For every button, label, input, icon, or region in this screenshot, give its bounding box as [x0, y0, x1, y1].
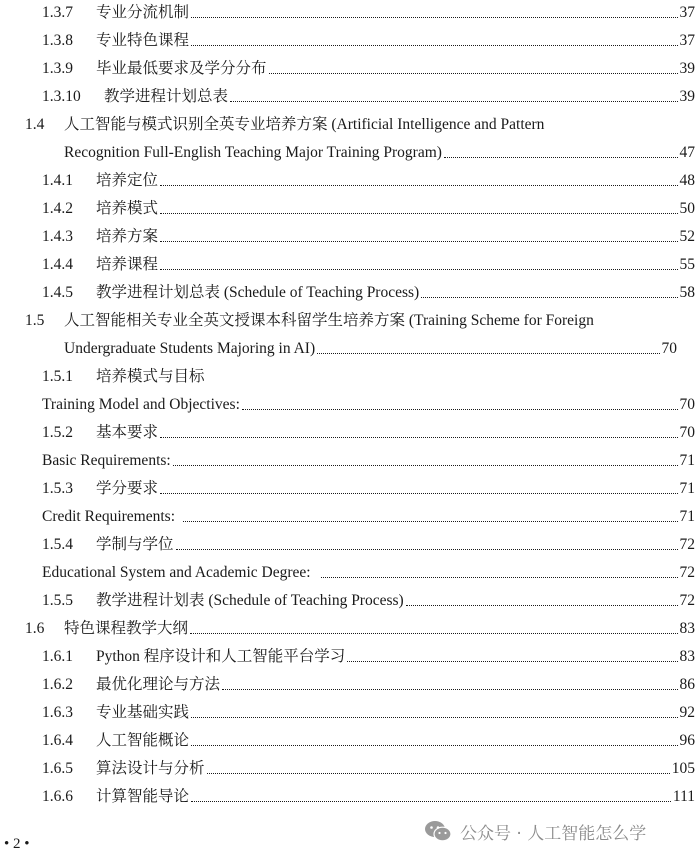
toc-entry-subtitle[interactable]: [0, 442, 695, 470]
toc-entry[interactable]: [0, 274, 695, 302]
toc-entry[interactable]: [0, 470, 695, 498]
dot-leader: [191, 717, 677, 718]
toc-entry-page: 72: [679, 592, 695, 609]
toc-entry-page: 37: [679, 4, 695, 21]
toc-entry-page: 83: [679, 648, 695, 665]
toc-entry-number: 1.6.4: [42, 732, 73, 749]
toc-entry-page: 105: [671, 760, 695, 777]
toc-entry-section[interactable]: [0, 106, 695, 134]
toc-entry-page: 52: [679, 228, 695, 245]
toc-entry[interactable]: [0, 190, 695, 218]
toc-entry-number: 1.3.9: [42, 60, 73, 77]
dot-leader: [173, 465, 678, 466]
toc-entry-number: 1.5.3: [42, 480, 73, 497]
dot-leader: [421, 297, 677, 298]
dot-leader: [183, 521, 677, 522]
toc-entry-title: Python 程序设计和人工智能平台学习: [96, 648, 346, 665]
toc-entry-page: 111: [672, 788, 695, 805]
dot-leader: [160, 437, 677, 438]
toc-entry-title: 人工智能概论: [96, 732, 190, 749]
dot-leader: [406, 605, 678, 606]
dot-leader: [160, 185, 677, 186]
toc-entry-page: 70: [679, 396, 695, 413]
toc-entry-number: 1.4: [25, 116, 45, 133]
dot-leader: [444, 157, 678, 158]
toc-entry-title: 基本要求: [96, 424, 159, 441]
toc-entry-number: 1.3.10: [42, 88, 81, 105]
toc-entry-page: 71: [679, 508, 695, 525]
toc-entry[interactable]: [0, 526, 695, 554]
toc-entry-subtitle[interactable]: [0, 498, 695, 526]
toc-entry[interactable]: [0, 750, 695, 778]
dot-leader: [321, 577, 678, 578]
toc-entry[interactable]: [0, 0, 695, 22]
toc-entry-title: 培养模式与目标: [96, 368, 205, 385]
toc-entry-number: 1.6.2: [42, 676, 73, 693]
toc-entry-title: 专业基础实践: [96, 704, 190, 721]
toc-entry-page: 71: [679, 452, 695, 469]
toc-entry-page: 37: [679, 32, 695, 49]
dot-leader: [222, 689, 677, 690]
toc-entry-title: 培养定位: [96, 172, 159, 189]
toc-entry[interactable]: [0, 414, 695, 442]
toc-entry-title: Educational System and Academic Degree:: [42, 564, 311, 581]
dot-leader: [191, 45, 677, 46]
toc-entry-page: 70: [661, 340, 677, 357]
wechat-icon: [424, 820, 452, 842]
dot-leader: [190, 633, 677, 634]
toc-entry-page: 47: [679, 144, 695, 161]
toc-entry-number: 1.5.5: [42, 592, 73, 609]
watermark-text: 公众号 · 人工智能怎么学: [460, 823, 647, 844]
toc-entry-number: 1.3.7: [42, 4, 73, 21]
toc-entry-title: 教学进程计划表 (Schedule of Teaching Process): [96, 592, 404, 609]
dot-leader: [191, 745, 677, 746]
toc-entry-number: 1.4.1: [42, 172, 73, 189]
toc-entry[interactable]: [0, 358, 695, 386]
toc-entry-number: 1.6.5: [42, 760, 73, 777]
toc-entry-number: 1.4.5: [42, 284, 73, 301]
toc-entry[interactable]: [0, 582, 695, 610]
toc-entry-number: 1.4.3: [42, 228, 73, 245]
toc-entry-title-line2: Recognition Full-English Teaching Major Training Program): [64, 144, 442, 161]
toc-entry-title-line2: Undergraduate Students Majoring in AI): [64, 340, 316, 357]
dot-leader: [160, 213, 677, 214]
toc-entry-title: 培养模式: [96, 200, 159, 217]
toc-entry-subtitle[interactable]: [0, 386, 695, 414]
toc-entry[interactable]: [0, 50, 695, 78]
dot-leader: [160, 269, 677, 270]
toc-entry-page: 83: [679, 620, 695, 637]
toc-entry-page: 72: [679, 536, 695, 553]
toc-entry-title: 学制与学位: [96, 536, 174, 553]
toc-entry-title: Basic Requirements:: [42, 452, 171, 469]
toc-entry-title: 专业特色课程: [96, 32, 190, 49]
toc-entry-page: 39: [679, 60, 695, 77]
page-number: • 2 •: [4, 836, 30, 852]
toc-entry[interactable]: [0, 218, 695, 246]
toc-entry-number: 1.5.4: [42, 536, 73, 553]
toc-entry-page: 58: [679, 284, 695, 301]
toc-entry-title: 专业分流机制: [96, 4, 190, 21]
dot-leader: [191, 17, 677, 18]
toc-entry-number: 1.6.3: [42, 704, 73, 721]
toc-entry-number: 1.4.4: [42, 256, 73, 273]
dot-leader: [160, 241, 677, 242]
toc-entry-number: 1.4.2: [42, 200, 73, 217]
toc-entry-title: 教学进程计划总表: [104, 88, 229, 105]
toc-entry-page: 39: [679, 88, 695, 105]
dot-leader: [242, 409, 678, 410]
toc-entry-title: 特色课程教学大纲: [64, 620, 189, 637]
toc-entry[interactable]: [0, 694, 695, 722]
toc-entry-page: 48: [679, 172, 695, 189]
toc-entry-title: Training Model and Objectives:: [42, 396, 240, 413]
toc-entry[interactable]: [0, 162, 695, 190]
toc-entry-page: 86: [679, 676, 695, 693]
toc-entry-number: 1.6.1: [42, 648, 73, 665]
dot-leader: [269, 73, 678, 74]
toc-entry-title-line1: 人工智能相关专业全英文授课本科留学生培养方案 (Training Scheme for Foreign: [64, 312, 594, 329]
toc-entry-page: 50: [679, 200, 695, 217]
toc-entry-title: 计算智能导论: [96, 788, 190, 805]
toc-entry-title: 算法设计与分析: [96, 760, 205, 777]
toc-entry-title: 教学进程计划总表 (Schedule of Teaching Process): [96, 284, 420, 301]
toc-entry-title: 学分要求: [96, 480, 159, 497]
toc-entry-page: 96: [679, 732, 695, 749]
toc-entry-number: 1.5.2: [42, 424, 73, 441]
toc-entry-number: 1.6: [25, 620, 45, 637]
toc-entry-section-cont[interactable]: [0, 330, 677, 358]
dot-leader: [191, 801, 671, 802]
toc-entry[interactable]: [0, 666, 695, 694]
toc-entry[interactable]: [0, 22, 695, 50]
toc-entry-title: 培养方案: [96, 228, 159, 245]
toc-entry-section[interactable]: [0, 610, 695, 638]
toc-entry-number: 1.5.1: [42, 368, 73, 385]
toc-entry-section-cont[interactable]: [0, 134, 695, 162]
toc-entry-page: 72: [679, 564, 695, 581]
toc-entry-page: 70: [679, 424, 695, 441]
toc-entry-page: 55: [679, 256, 695, 273]
toc-entry[interactable]: [0, 638, 695, 666]
toc-entry-title-line1: 人工智能与模式识别全英专业培养方案 (Artificial Intelligence and Pattern: [64, 116, 545, 133]
dot-leader: [160, 493, 677, 494]
toc-entry-number: 1.6.6: [42, 788, 73, 805]
toc-entry[interactable]: [0, 246, 695, 274]
toc-entry-title: 最优化理论与方法: [96, 676, 221, 693]
dot-leader: [176, 549, 678, 550]
dot-leader: [207, 773, 670, 774]
toc-entry-title: Credit Requirements:: [42, 508, 176, 525]
toc-entry[interactable]: [0, 778, 695, 806]
dot-leader: [230, 101, 677, 102]
watermark: [424, 818, 646, 844]
toc-entry-number: 1.5: [25, 312, 45, 329]
toc-entry[interactable]: [0, 722, 695, 750]
toc-entry-subtitle[interactable]: [0, 554, 695, 582]
toc-entry-title: 培养课程: [96, 256, 159, 273]
dot-leader: [347, 661, 677, 662]
toc-entry-number: 1.3.8: [42, 32, 73, 49]
toc-entry-page: 71: [679, 480, 695, 497]
dot-leader: [317, 353, 659, 354]
toc-entry-title: 毕业最低要求及学分分布: [96, 60, 267, 77]
toc-entry[interactable]: [0, 78, 695, 106]
toc-entry-section[interactable]: [0, 302, 695, 330]
toc-entry-page: 92: [679, 704, 695, 721]
